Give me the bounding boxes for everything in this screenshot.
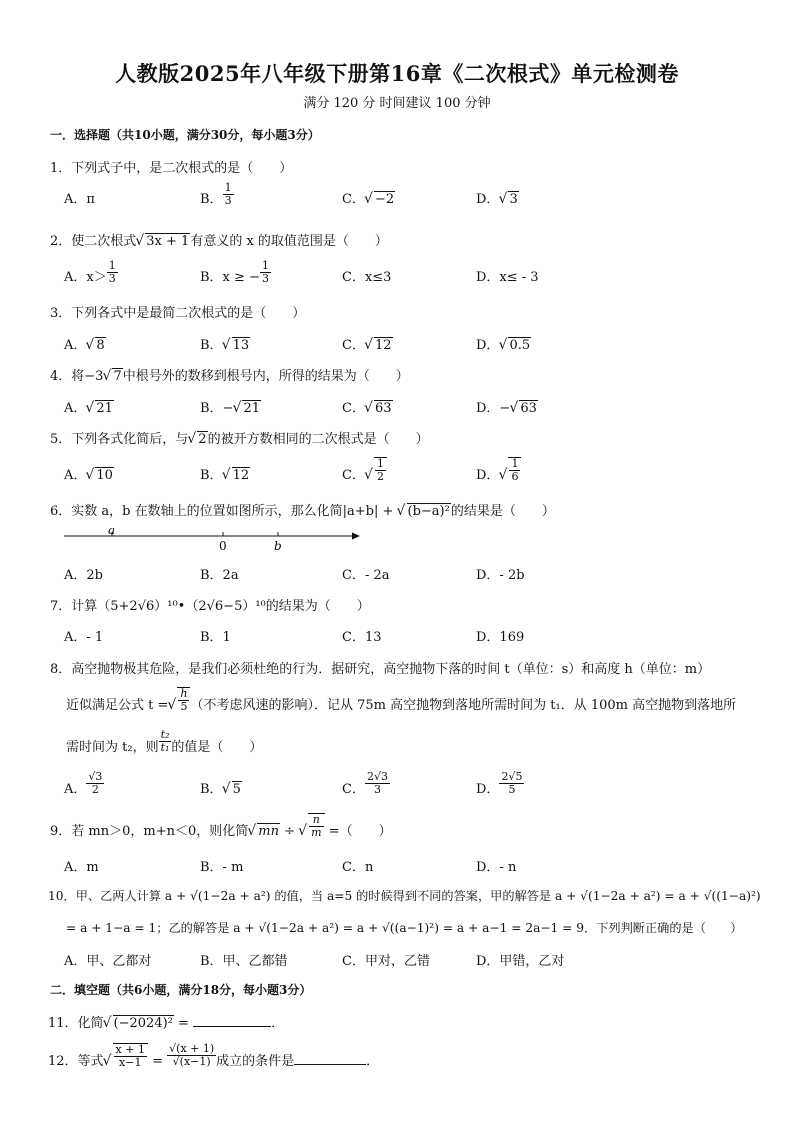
q1-option-d: D．√ 3 <box>476 188 519 207</box>
q3-option-d: D．√ 0.5 <box>476 334 531 353</box>
q1-option-a: A．π <box>64 192 95 207</box>
label-0: 0 <box>219 539 227 553</box>
q5-option-d: D． √ $\frac{1}{6}$ <box>476 464 521 483</box>
q2-option-b: B．x ≥ − $\frac{1}{3}$ <box>200 259 269 285</box>
q10-option-d: D．甲错，乙对 <box>476 954 565 969</box>
q5-option-a: A．√ 10 <box>64 464 114 483</box>
q8-option-d: D． $\frac{2√5}{5}$ <box>476 770 523 797</box>
q4-option-b: B．−√ 21 <box>200 397 261 416</box>
label-a: a <box>108 528 116 537</box>
q10-option-b: B．甲、乙都错 <box>200 954 288 969</box>
q4-option-d: D．−√ 63 <box>476 397 538 416</box>
q3-option-a: A．√ 8 <box>64 334 106 353</box>
q3-option-c: C．√ 12 <box>342 334 393 353</box>
q8-option-c: C． $\frac{2√3}{3}$ <box>342 770 388 797</box>
q2-option-a: A．x＞ $\frac{1}{3}$ <box>64 259 116 285</box>
q3-stem: 3．下列各式中是最简二次根式的是（ ） <box>50 306 306 321</box>
q7-option-d: D．169 <box>476 630 525 645</box>
q7-stem: 7．计算（5+2√6）¹⁰•（2√6−5）¹⁰的结果为（ ） <box>50 599 370 614</box>
q5-option-c: C． √ $\frac{1}{2}$ <box>342 464 387 483</box>
q11-answer-blank[interactable] <box>193 1014 271 1027</box>
q6-option-d: D．- 2b <box>476 568 525 583</box>
q9-option-a: A．m <box>64 860 99 875</box>
q7-option-a: A．- 1 <box>64 630 104 645</box>
q6-stem: 6．实数 a，b 在数轴上的位置如图所示，那么化简|a+b| + √ (b−a)²的结果是（ ） <box>50 500 555 519</box>
q10-line2: = a + 1−a = 1；乙的解答是 a + √(1−2a + a²) = a + √((a−1)²) = a + a−1 = 2a−1 = 9．下列判断正确的是（ ） <box>66 921 743 935</box>
q1-option-c: C．√ −2 <box>342 188 395 207</box>
q10-option-c: C．甲对，乙错 <box>342 954 430 969</box>
q1-stem: 1．下列式子中，是二次根式的是（ ） <box>50 161 293 176</box>
q7-option-c: C．13 <box>342 630 382 645</box>
q10-option-a: A．甲、乙都对 <box>64 954 152 969</box>
number-line-arrow <box>352 533 360 540</box>
label-b: b <box>274 539 282 553</box>
q12-stem: 12．等式 √ $\frac{x + 1}{x-1}$ = $\frac{√(x + 1)}{√(x-1)}$ 成立的条件是 ． <box>48 1050 379 1069</box>
q9-option-d: D．- n <box>476 860 517 875</box>
q9-option-c: C．n <box>342 860 374 875</box>
number-line <box>62 528 362 554</box>
q8-line3: 需时间为 t₂，则 $\frac{\text{t₂}}{\text{t₁}}$ 的值是（ ） <box>66 728 263 755</box>
q9-option-b: B．- m <box>200 860 244 875</box>
q9-stem: 9．若 mn＞0，m+n＜0，则化简√ mn ÷ √ $\frac{n}{m}$ =（ ） <box>50 820 392 839</box>
q8-line1: 8．高空抛物极其危险，是我们必须杜绝的行为．据研究，高空抛物下落的时间 t（单位：s）和高度 h（单位：m） <box>50 662 711 677</box>
q8-line2: 近似满足公式 t = √ $\frac{h}{5}$ （不考虑风速的影响）．记从 75m 高空抛物到落地所需时间为 t₁．从 100m 高空抛物到落地所 <box>66 694 736 713</box>
page-title: 人教版2025年八年级下册第16章《二次根式》单元检测卷 <box>115 61 679 86</box>
q7-option-b: B．1 <box>200 630 231 645</box>
q4-option-c: C．√ 63 <box>342 397 393 416</box>
q12-answer-blank[interactable] <box>294 1052 366 1065</box>
q5-option-b: B．√ 12 <box>200 464 250 483</box>
page-subtitle: 满分 120 分 时间建议 100 分钟 <box>303 96 491 111</box>
q4-option-a: A．√ 21 <box>64 397 114 416</box>
q11-stem: 11．化简√ (−2024)² = ． <box>48 1012 284 1031</box>
q1-option-b: B． $\frac{1}{3}$ <box>200 181 232 207</box>
q2-option-d: D．x≤ - 3 <box>476 270 539 285</box>
q6-option-a: A．2b <box>64 568 103 583</box>
q4-stem: 4．将−3√ 7中根号外的数移到根号内，所得的结果为（ ） <box>50 365 409 384</box>
q2-option-c: C．x≤3 <box>342 270 392 285</box>
q5-stem: 5．下列各式化简后，与√ 2的被开方数相同的二次根式是（ ） <box>50 428 429 447</box>
section-2-heading: 二．填空题（共6小题，满分18分，每小题3分） <box>50 983 312 997</box>
section-1-heading: 一．选择题（共10小题，满分30分，每小题3分） <box>50 128 320 142</box>
q8-option-b: B．√ 5 <box>200 778 242 797</box>
q10-line1: 10．甲、乙两人计算 a + √(1−2a + a²) 的值，当 a=5 的时候得到不同的答案，甲的解答是 a + √(1−2a + a²) = a + √((1−a)²) <box>48 889 761 903</box>
q8-option-a: A． $\frac{√3}{2}$ <box>64 770 103 797</box>
q3-option-b: B．√ 13 <box>200 334 250 353</box>
q2-stem: 2．使二次根式√ 3x + 1有意义的 x 的取值范围是（ ） <box>50 230 388 249</box>
q6-option-b: B．2a <box>200 568 239 583</box>
q6-option-c: C．- 2a <box>342 568 390 583</box>
